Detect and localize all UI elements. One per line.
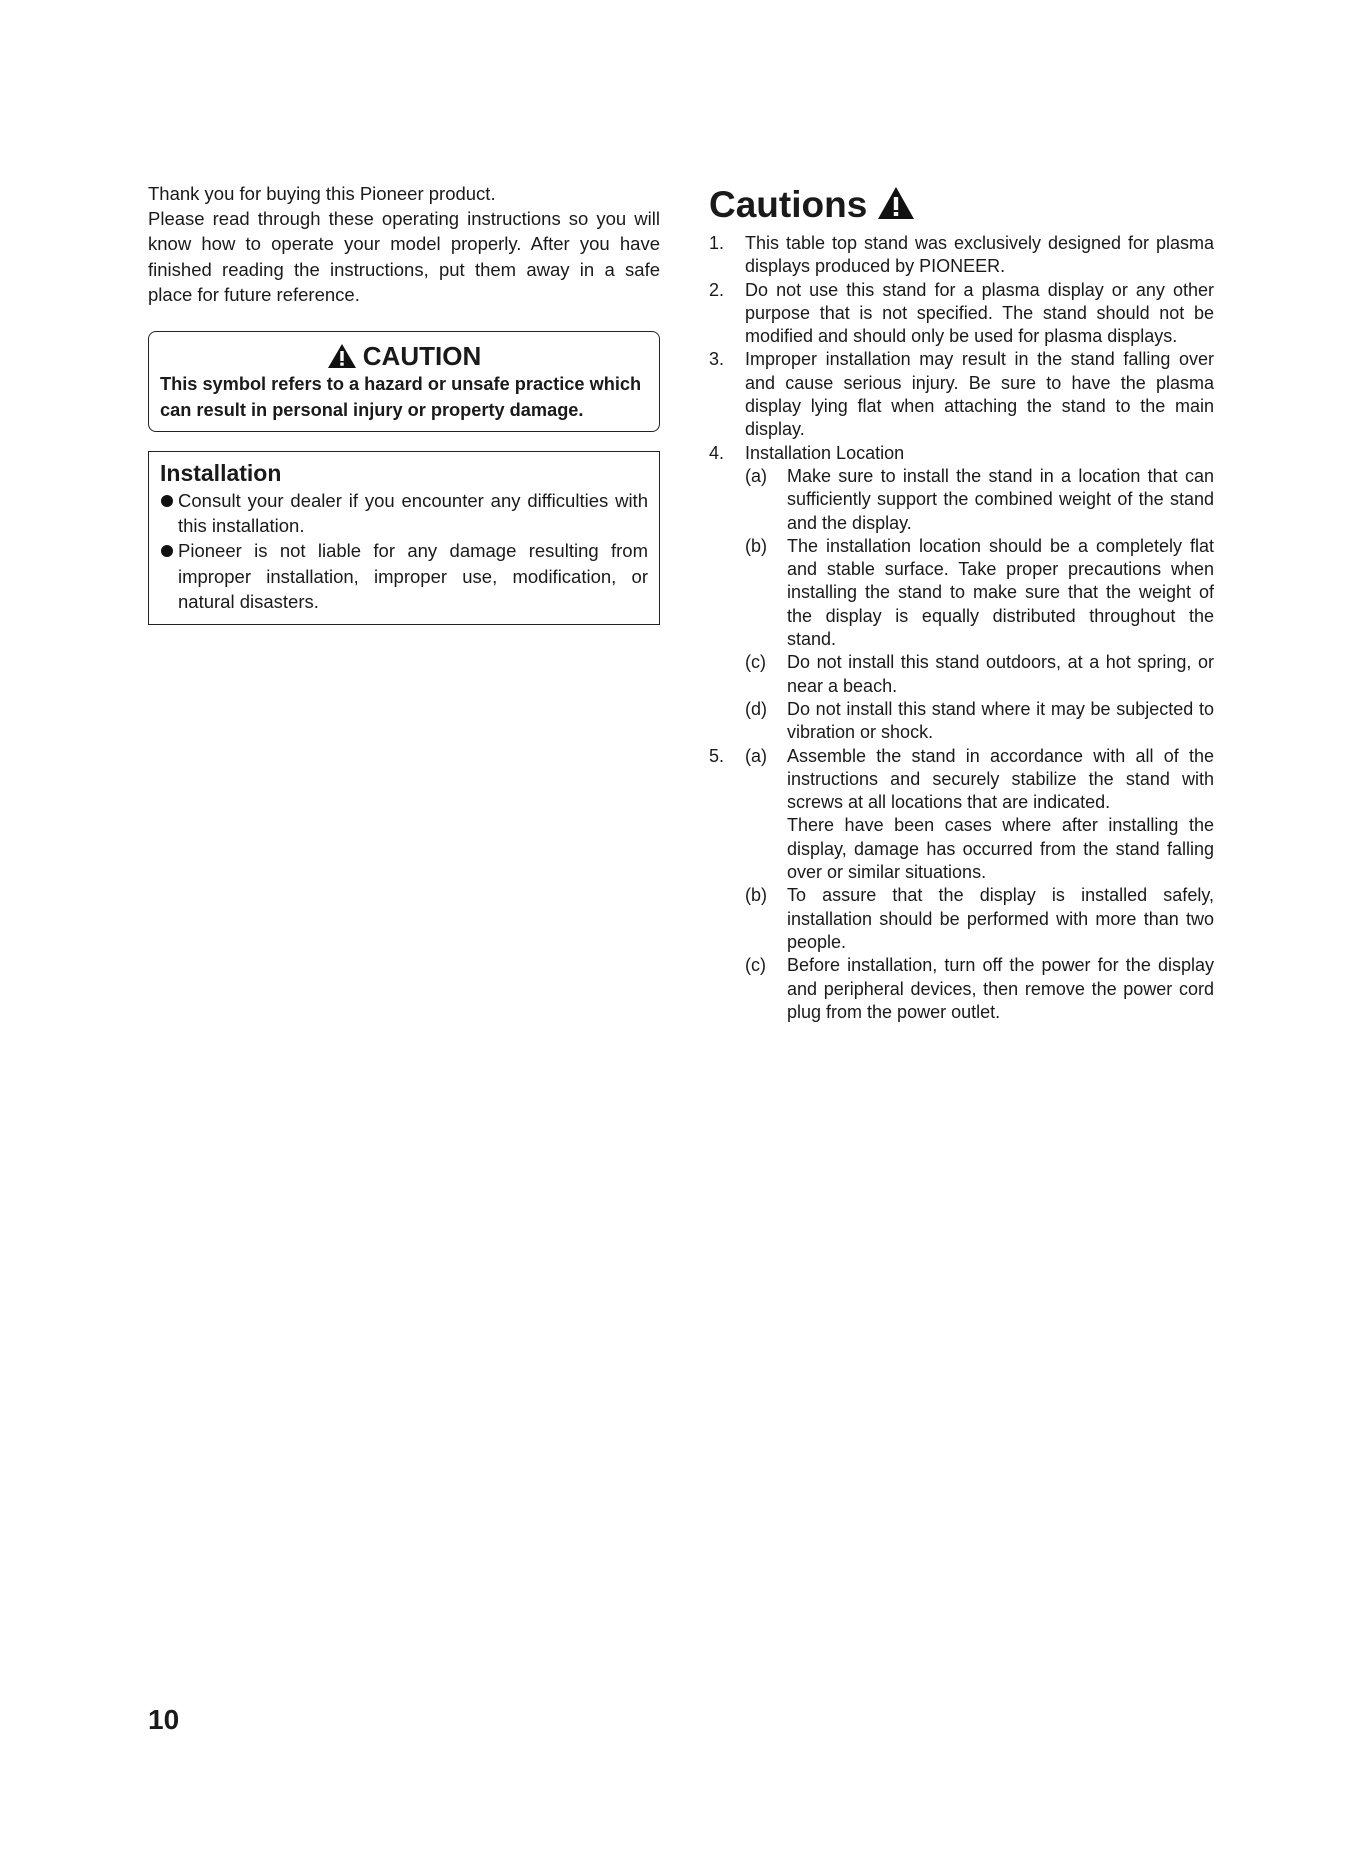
caution-item [709,279,1214,349]
left-column [148,181,660,625]
item-number: 3. [709,349,725,370]
right-column [709,181,1214,1024]
sub-item-label: (a) [745,465,767,486]
caution-description: This symbol refers to a hazard or unsafe practice which can result in personal injury or property damage. [160,374,642,420]
bullet-text: Pioneer is not liable for any damage resulting from improper installation, improper use, modification, or natural disasters. [178,540,648,612]
cautions-list [709,232,1214,1024]
cautions-title: Cautions [709,184,868,225]
installation-box [148,451,660,625]
intro-line-1: Thank you for buying this Pioneer product. [148,183,496,204]
sub-item-label: (a) [745,745,767,766]
sub-item [745,535,1214,651]
warning-triangle-icon [327,343,357,369]
caution-heading-text: CAUTION [362,341,482,372]
sub-item [745,651,1214,698]
caution-item [709,232,1214,279]
sub-item [745,884,1214,954]
sub-item [745,954,1214,1024]
bullet-icon [161,545,173,557]
sub-item-text: Do not install this stand outdoors, at a hot spring, or near a beach. [787,652,1214,696]
intro-text [148,181,660,307]
sub-item-text: To assure that the display is installed safely, installation should be performed with more than two people. [787,885,1214,952]
page-number: 10 [148,1704,180,1735]
installation-title: Installation [160,460,282,487]
sub-item-label: (b) [745,535,767,556]
item-text: Installation Location [745,442,905,463]
cautions-heading [709,183,1214,227]
caution-item [709,348,1214,441]
caution-item [709,745,1214,1025]
item-text: Improper installation may result in the stand falling over and cause serious injury. Be sure to have the plasma display lying flat when attaching the stand to the main display. [745,349,1214,440]
sub-item-label: (b) [745,885,767,906]
caution-box [148,331,660,432]
sub-item-text: Assemble the stand in accordance with all of the instructions and securely stabilize the stand with screws at all locations that are indicated. [787,745,1214,813]
installation-bullet [160,488,648,538]
bullet-text: Consult your dealer if you encounter any difficulties with this installation. [178,490,648,537]
sub-item-label: (c) [745,652,766,673]
sub-item-text: The installation location should be a completely flat and stable surface. Take proper precautions when installing the stand to make sure that the weight of the display is equally distributed throughout the stand. [787,535,1214,650]
sub-item [745,698,1214,745]
sub-item-note: There have been cases where after installing the display, damage has occurred from the stand falling over or similar situations. [787,815,1214,883]
item-number: 2. [709,279,725,300]
sub-item [745,745,1214,885]
installation-bullet [160,538,648,614]
item-number: 5. [709,745,725,766]
caution-heading [160,340,648,372]
bullet-icon [161,495,173,507]
warning-triangle-icon [877,186,915,220]
sub-item-text: Do not install this stand where it may be subjected to vibration or shock. [787,698,1214,743]
sub-item-text: Before installation, turn off the power for the display and peripheral devices, then remove the power cord plug from the power outlet. [787,955,1214,1022]
item-number: 1. [709,233,725,253]
item-text: Do not use this stand for a plasma display or any other purpose that is not specified. The stand should not be modified and should only be used for plasma displays. [745,279,1214,347]
sub-item [745,465,1214,535]
sub-item-text: Make sure to install the stand in a location that can sufficiently support the combined weight of the stand and the display. [787,465,1214,533]
caution-item [709,442,1214,745]
item-text: This table top stand was exclusively designed for plasma displays produced by PIONEER. [745,233,1214,277]
sub-item-label: (c) [745,955,766,976]
sub-item-label: (d) [745,698,767,719]
item-number: 4. [709,442,725,463]
intro-line-2: Please read through these operating instructions so you will know how to operate your model properly. After you have finished reading the instructions, put them away in a safe place for future reference. [148,208,660,305]
